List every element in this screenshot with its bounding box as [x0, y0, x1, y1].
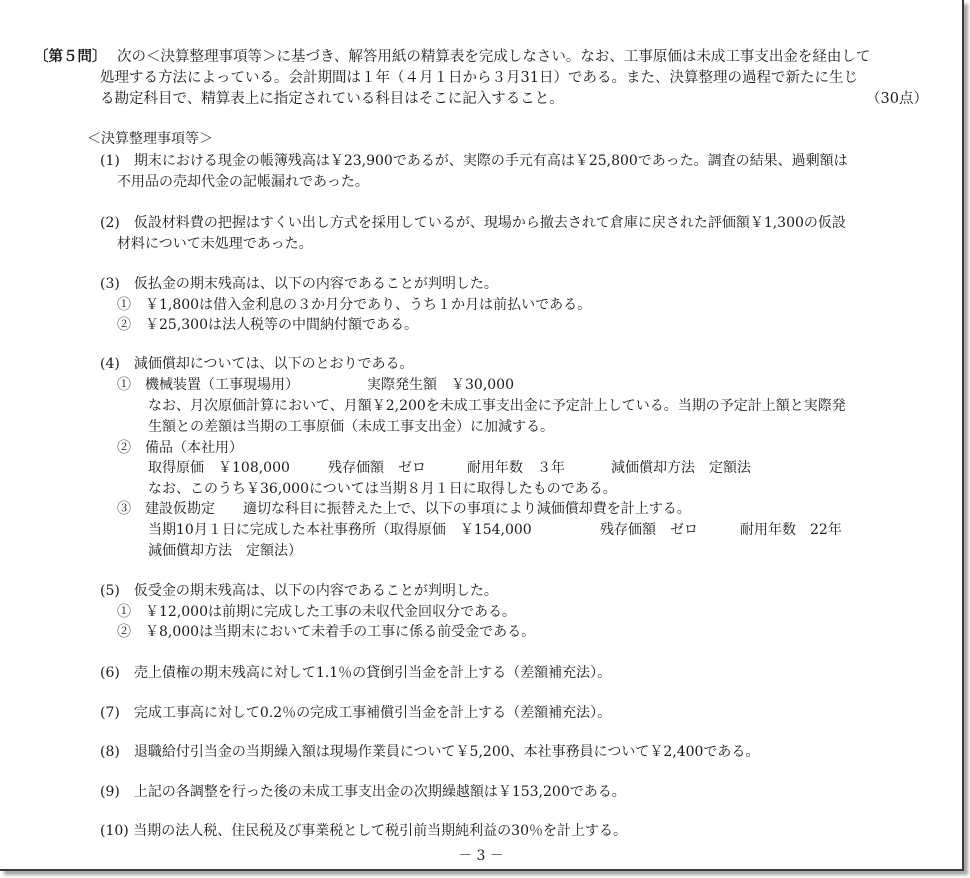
item-4-line-1: (4) 減価償却については、以下のとおりである。	[100, 356, 414, 372]
question-label: 〔第５問〕	[34, 48, 107, 65]
item-3-sub-1: ① ￥1,800は借入金利息の３か月分であり、うち１か月は前払いである。	[117, 297, 592, 313]
item-4-sub-1-title: ① 機械装置（工事現場用）	[117, 377, 299, 393]
item-4-sub-2-method: 減価償却方法 定額法	[611, 460, 751, 476]
question-line-1: 次の＜決算整理事項等＞に基づき、解答用紙の精算表を完成しなさい。なお、工事原価は未成工事支出金を経由して	[117, 49, 871, 65]
item-2-line-1: (2) 仮設材料費の把握はすくい出し方式を採用しているが、現場から撤去されて倉庫に戻された評価額￥1,300の仮設	[100, 215, 846, 231]
item-8: (8) 退職給付引当金の当期繰入額は現場作業員について￥5,200、本社事務員について￥2,400である。	[100, 744, 760, 760]
item-5-sub-1: ① ￥12,000は前期に完成した工事の未収代金回収分である。	[117, 604, 516, 620]
item-3-line-1: (3) 仮払金の期末残高は、以下の内容であることが判明した。	[100, 276, 498, 292]
item-4-sub-3-life: 耐用年数 22年	[740, 522, 842, 538]
item-4-sub-1-note-1: なお、月次原価計算において、月額￥2,200を未成工事支出金に予定計上している。当期の予定計上額と実際発	[148, 398, 846, 414]
item-7: (7) 完成工事高に対して0.2％の完成工事補償引当金を計上する（差額補充法）。	[100, 705, 612, 721]
page-number: － 3 －	[458, 848, 504, 864]
item-6: (6) 売上債権の期末残高に対して1.1％の貸倒引当金を計上する（差額補充法）。	[100, 665, 612, 681]
item-4-sub-3-method: 減価償却方法 定額法）	[148, 543, 302, 559]
item-4-sub-2-cost: 取得原価 ￥108,000	[148, 460, 290, 476]
item-4-sub-2-residual: 残存価額 ゼロ	[328, 460, 426, 476]
item-4-sub-3-detail: 当期10月１日に完成した本社事務所（取得原価 ￥154,000	[148, 522, 532, 538]
item-10: (10) 当期の法人税、住民税及び事業税として税引前当期純利益の30％を計上する。	[100, 823, 628, 839]
item-4-sub-1-actual: 実際発生額 ￥30,000	[367, 377, 514, 393]
question-line-3: る勘定科目で、精算表上に指定されている科目はそこに記入すること。	[100, 91, 564, 107]
item-4-sub-1-note-2: 生額との差額は当期の工事原価（未成工事支出金）に加減する。	[148, 419, 554, 435]
item-3-sub-2: ② ￥25,300は法人税等の中間納付額である。	[117, 317, 418, 333]
item-5-line-1: (5) 仮受金の期末残高は、以下の内容であることが判明した。	[100, 583, 498, 599]
item-1-line-1: (1) 期末における現金の帳簿残高は￥23,900であるが、実際の手元有高は￥25,800であった。調査の結果、過剰額は	[100, 153, 848, 169]
item-5-sub-2: ② ￥8,000は当期末において未着手の工事に係る前受金である。	[117, 624, 536, 640]
question-line-2: 処理する方法によっている。会計期間は１年（４月１日から３月31日）である。また、決算整理の過程で新たに生じ	[100, 70, 858, 86]
item-9: (9) 上記の各調整を行った後の未成工事支出金の次期繰越額は￥153,200である。	[100, 784, 626, 800]
item-4-sub-2-note: なお、このうち￥36,000については当期８月１日に取得したものである。	[148, 481, 617, 497]
question-points: （30点）	[866, 91, 928, 107]
item-4-sub-2-life: 耐用年数 ３年	[467, 460, 565, 476]
item-4-sub-3-title: ③ 建設仮勘定 適切な科目に振替えた上で、以下の事項により減価償却費を計上する。	[117, 501, 691, 517]
item-2-line-2: 材料について未処理であった。	[117, 236, 313, 252]
item-1-line-2: 不用品の売却代金の記帳漏れであった。	[117, 174, 369, 190]
section-title: ＜決算整理事項等＞	[87, 131, 213, 147]
item-4-sub-3-residual: 残存価額 ゼロ	[600, 522, 698, 538]
item-4-sub-2-title: ② 備品（本社用）	[117, 440, 243, 456]
